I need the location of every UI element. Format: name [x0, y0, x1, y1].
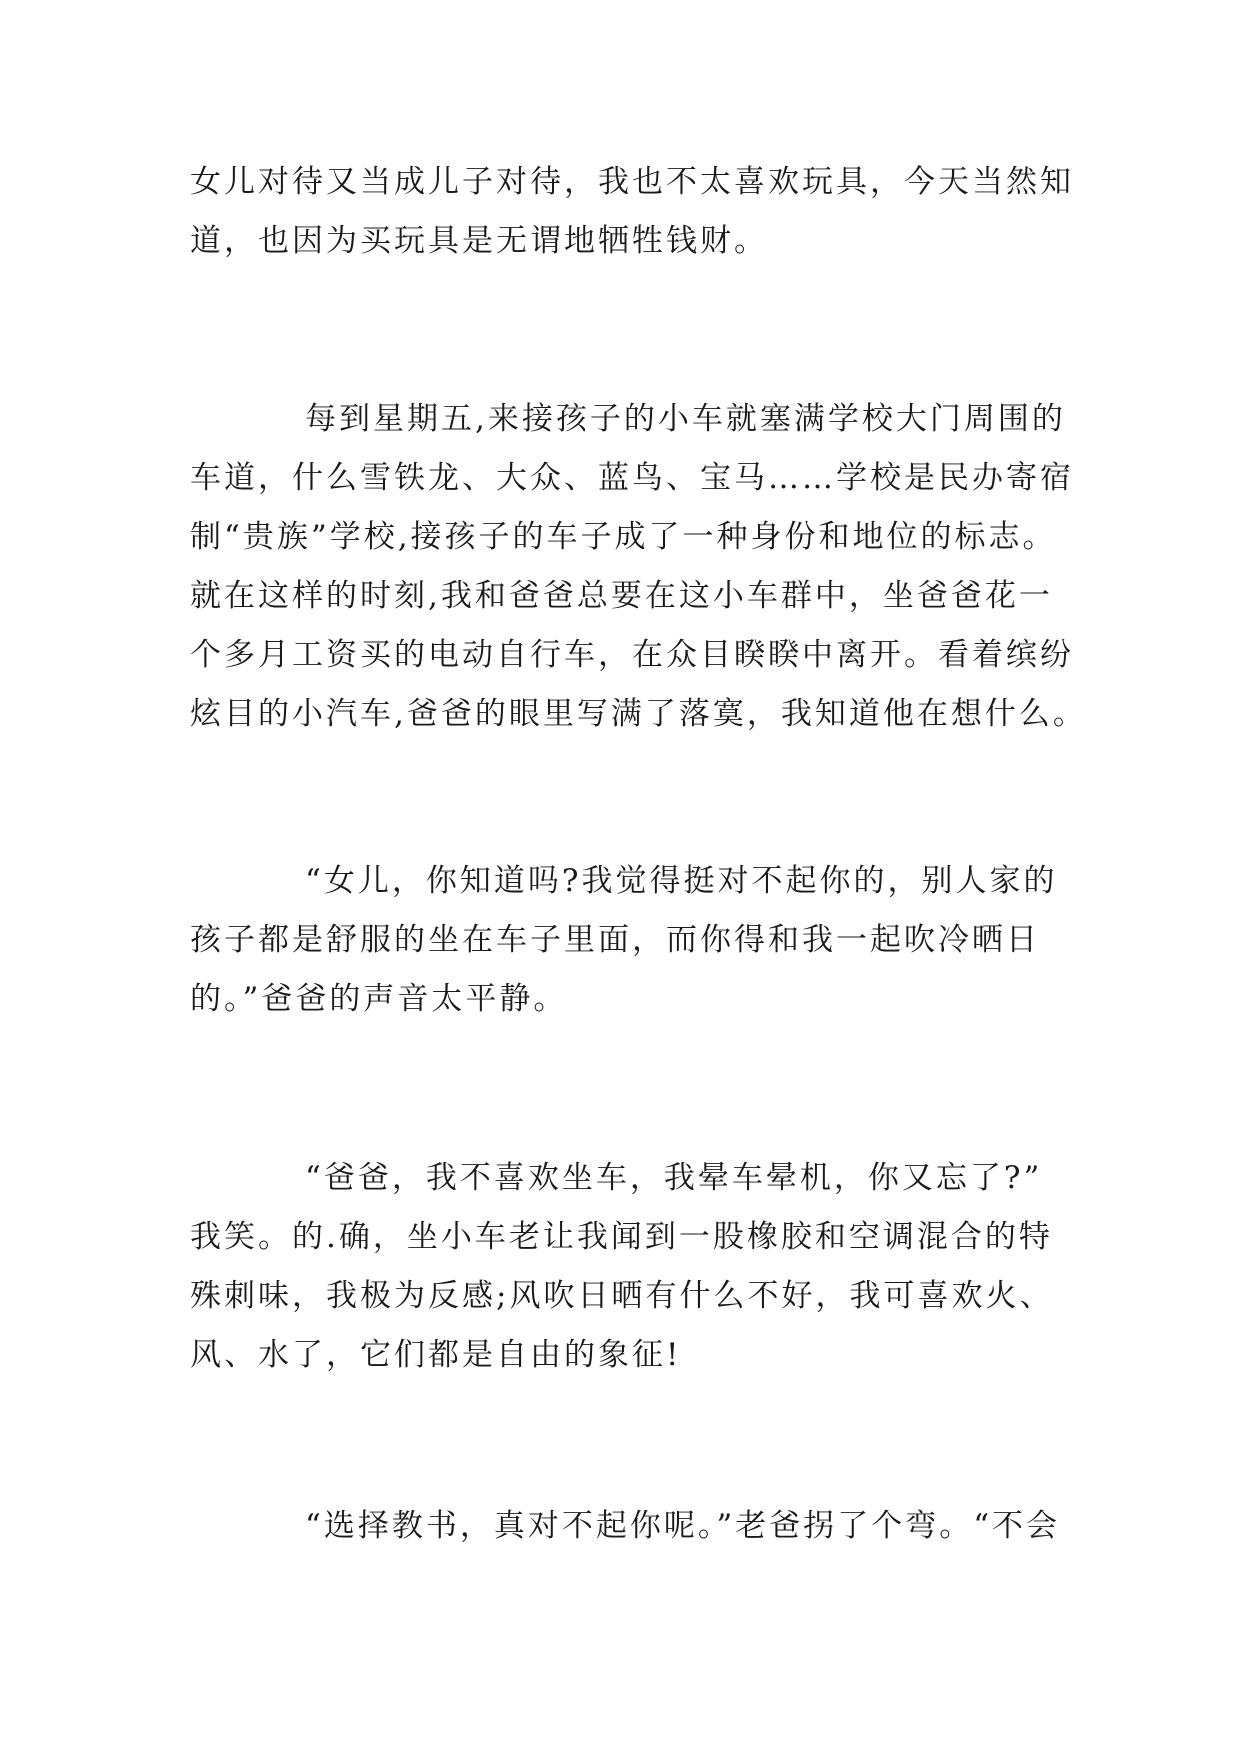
text-line: 孩子都是舒服的坐在车子里面，而你得和我一起吹冷晒日 — [190, 922, 1040, 958]
paragraph-teaching — [190, 1497, 1060, 1556]
text-line: 炫目的小汽车,爸爸的眼里写满了落寞，我知道他在想什么。 — [190, 696, 1087, 732]
text-line: 个多月工资买的电动自行车，在众目睽睽中离开。看着缤纷 — [190, 637, 1074, 673]
text-line: 就在这样的时刻,我和爸爸总要在这小车群中，坐爸爸花一 — [190, 578, 1053, 614]
paragraph-friday-cars — [190, 390, 1087, 744]
text-line: 女儿对待又当成儿子对待，我也不太喜欢玩具，今天当然知 — [190, 164, 1074, 200]
text-line: 车道，什么雪铁龙、大众、蓝鸟、宝马……学校是民办寄宿 — [190, 460, 1074, 496]
text-line: 制“贵族”学校,接孩子的车子成了一种身份和地位的标志。 — [190, 519, 1057, 555]
paragraph-daughter-reply — [190, 1149, 1060, 1385]
text-line: “女儿，你知道吗?我觉得挺对不起你的，别人家的 — [305, 863, 1058, 899]
text-line: “爸爸，我不喜欢坐车，我晕车晕机，你又忘了?” — [305, 1160, 1043, 1196]
text-line: 殊刺味，我极为反感;风吹日晒有什么不好，我可喜欢火、 — [190, 1278, 1054, 1314]
paragraph-father-apology — [190, 852, 1060, 1029]
text-line: 的。”爸爸的声音太平静。 — [190, 981, 568, 1017]
text-line: 风、水了，它们都是自由的象征! — [190, 1337, 682, 1373]
paragraph-toys — [190, 153, 1074, 271]
text-line: “选择教书，真对不起你呢。”老爸拐了个弯。“不会 — [305, 1508, 1061, 1544]
text-line: 我笑。的.确，坐小车老让我闻到一股橡胶和空调混合的特 — [190, 1219, 1053, 1255]
text-line: 道，也因为买玩具是无谓地牺牲钱财。 — [190, 223, 768, 259]
text-line: 每到星期五,来接孩子的小车就塞满学校大门周围的 — [305, 401, 1066, 437]
